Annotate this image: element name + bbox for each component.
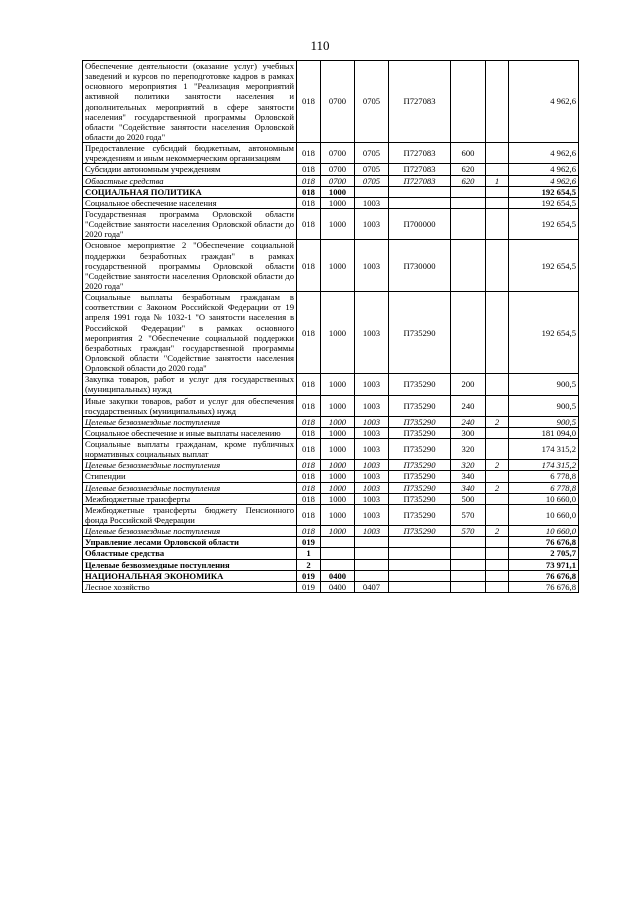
expense-type-cell: 620 xyxy=(451,164,486,175)
subsection-code-cell: 1003 xyxy=(355,427,389,438)
table-row xyxy=(83,482,579,493)
section-code-cell xyxy=(321,537,355,548)
amount-cell: 192 654,5 xyxy=(509,292,579,374)
section-code-cell: 0700 xyxy=(321,143,355,164)
target-article-cell xyxy=(389,570,451,581)
expense-type-cell: 600 xyxy=(451,143,486,164)
section-code-cell: 1000 xyxy=(321,427,355,438)
expense-type-cell: 320 xyxy=(451,460,486,471)
row-name-cell: Социальное обеспечение населения xyxy=(83,197,297,208)
admin-code-cell: 018 xyxy=(297,143,321,164)
funding-source-cell xyxy=(486,570,509,581)
amount-cell: 2 705,7 xyxy=(509,548,579,559)
table-row xyxy=(83,416,579,427)
expense-type-cell: 320 xyxy=(451,439,486,460)
amount-cell: 4 962,6 xyxy=(509,143,579,164)
row-name-cell: Обеспечение деятельности (оказание услуг) учебных заведений и курсов по переподготовке кадров в рамках основного мероприятия 1 "Реализация мероприятий активной политики занятости населения и дополнительных мероприятий в сфере занятости населения" государственной программы Орловской области "Содействие занятости населения Орловской области до 2020 года" xyxy=(83,61,297,143)
target-article-cell: П727083 xyxy=(389,143,451,164)
table-row xyxy=(83,471,579,482)
subsection-code-cell: 1003 xyxy=(355,482,389,493)
table-row xyxy=(83,439,579,460)
subsection-code-cell: 0705 xyxy=(355,143,389,164)
section-code-cell: 0400 xyxy=(321,581,355,592)
expense-type-cell xyxy=(451,208,486,239)
row-name-cell: Государственная программа Орловской области "Содействие занятости населения Орловской области до 2020 года" xyxy=(83,208,297,239)
amount-cell: 73 971,1 xyxy=(509,559,579,570)
section-code-cell: 0700 xyxy=(321,61,355,143)
admin-code-cell: 018 xyxy=(297,471,321,482)
expense-type-cell xyxy=(451,240,486,292)
table-row xyxy=(83,143,579,164)
target-article-cell xyxy=(389,559,451,570)
target-article-cell: П735290 xyxy=(389,292,451,374)
section-code-cell xyxy=(321,559,355,570)
subsection-code-cell: 1003 xyxy=(355,374,389,395)
admin-code-cell: 018 xyxy=(297,460,321,471)
table-row xyxy=(83,460,579,471)
section-code-cell: 1000 xyxy=(321,374,355,395)
section-code-cell: 1000 xyxy=(321,240,355,292)
expense-type-cell xyxy=(451,537,486,548)
table-row xyxy=(83,164,579,175)
expense-type-cell: 570 xyxy=(451,504,486,525)
target-article-cell: П700000 xyxy=(389,208,451,239)
target-article-cell xyxy=(389,197,451,208)
section-code-cell: 1000 xyxy=(321,186,355,197)
row-name-cell: Межбюджетные трансферты бюджету Пенсионного фонда Российской Федерации xyxy=(83,504,297,525)
table-row xyxy=(83,493,579,504)
target-article-cell: П735290 xyxy=(389,482,451,493)
section-code-cell: 1000 xyxy=(321,439,355,460)
subsection-code-cell: 1003 xyxy=(355,460,389,471)
funding-source-cell xyxy=(486,374,509,395)
expense-type-cell: 240 xyxy=(451,395,486,416)
amount-cell: 174 315,2 xyxy=(509,460,579,471)
section-code-cell: 1000 xyxy=(321,460,355,471)
target-article-cell: П727083 xyxy=(389,61,451,143)
expense-type-cell xyxy=(451,186,486,197)
amount-cell: 6 778,8 xyxy=(509,471,579,482)
funding-source-cell: 2 xyxy=(486,526,509,537)
funding-source-cell xyxy=(486,581,509,592)
amount-cell: 76 676,8 xyxy=(509,570,579,581)
funding-source-cell xyxy=(486,504,509,525)
admin-code-cell: 019 xyxy=(297,581,321,592)
expense-type-cell: 340 xyxy=(451,482,486,493)
subsection-code-cell: 1003 xyxy=(355,504,389,525)
table-row xyxy=(83,208,579,239)
row-name-cell: Управление лесами Орловской области xyxy=(83,537,297,548)
expense-type-cell: 240 xyxy=(451,416,486,427)
funding-source-cell xyxy=(486,537,509,548)
admin-code-cell: 018 xyxy=(297,504,321,525)
page-number: 110 xyxy=(310,38,330,53)
amount-cell: 4 962,6 xyxy=(509,61,579,143)
section-code-cell: 0400 xyxy=(321,570,355,581)
section-code-cell xyxy=(321,548,355,559)
admin-code-cell: 2 xyxy=(297,559,321,570)
section-code-cell: 1000 xyxy=(321,416,355,427)
expense-type-cell xyxy=(451,548,486,559)
funding-source-cell xyxy=(486,143,509,164)
admin-code-cell: 018 xyxy=(297,197,321,208)
subsection-code-cell xyxy=(355,548,389,559)
table-row xyxy=(83,570,579,581)
target-article-cell xyxy=(389,548,451,559)
funding-source-cell xyxy=(486,164,509,175)
row-name-cell: Целевые безвозмездные поступления xyxy=(83,482,297,493)
row-name-cell: Целевые безвозмездные поступления xyxy=(83,559,297,570)
admin-code-cell: 019 xyxy=(297,537,321,548)
table-row xyxy=(83,374,579,395)
funding-source-cell xyxy=(486,493,509,504)
section-code-cell: 1000 xyxy=(321,526,355,537)
amount-cell: 10 660,0 xyxy=(509,526,579,537)
table-row xyxy=(83,504,579,525)
table-row xyxy=(83,537,579,548)
funding-source-cell xyxy=(486,197,509,208)
row-name-cell: Иные закупки товаров, работ и услуг для обеспечения государственных (муниципальных) нужд xyxy=(83,395,297,416)
subsection-code-cell: 1003 xyxy=(355,526,389,537)
subsection-code-cell: 1003 xyxy=(355,439,389,460)
admin-code-cell: 018 xyxy=(297,493,321,504)
row-name-cell: СОЦИАЛЬНАЯ ПОЛИТИКА xyxy=(83,186,297,197)
amount-cell: 192 654,5 xyxy=(509,186,579,197)
row-name-cell: Целевые безвозмездные поступления xyxy=(83,416,297,427)
funding-source-cell xyxy=(486,240,509,292)
target-article-cell: П735290 xyxy=(389,427,451,438)
row-name-cell: Целевые безвозмездные поступления xyxy=(83,526,297,537)
amount-cell: 76 676,8 xyxy=(509,537,579,548)
funding-source-cell xyxy=(486,61,509,143)
subsection-code-cell xyxy=(355,186,389,197)
row-name-cell: Лесное хозяйство xyxy=(83,581,297,592)
table-row xyxy=(83,581,579,592)
expense-type-cell xyxy=(451,197,486,208)
admin-code-cell: 1 xyxy=(297,548,321,559)
admin-code-cell: 018 xyxy=(297,482,321,493)
target-article-cell: П735290 xyxy=(389,493,451,504)
expense-type-cell xyxy=(451,559,486,570)
amount-cell: 4 962,6 xyxy=(509,164,579,175)
target-article-cell xyxy=(389,581,451,592)
amount-cell: 6 778,8 xyxy=(509,482,579,493)
admin-code-cell: 018 xyxy=(297,186,321,197)
amount-cell: 900,5 xyxy=(509,395,579,416)
row-name-cell: Закупка товаров, работ и услуг для государственных (муниципальных) нужд xyxy=(83,374,297,395)
amount-cell: 10 660,0 xyxy=(509,504,579,525)
admin-code-cell: 018 xyxy=(297,175,321,186)
table-row xyxy=(83,175,579,186)
amount-cell: 4 962,6 xyxy=(509,175,579,186)
row-name-cell: Областные средства xyxy=(83,548,297,559)
table-row xyxy=(83,292,579,374)
amount-cell: 174 315,2 xyxy=(509,439,579,460)
admin-code-cell: 018 xyxy=(297,374,321,395)
funding-source-cell: 2 xyxy=(486,416,509,427)
funding-source-cell xyxy=(486,292,509,374)
subsection-code-cell xyxy=(355,570,389,581)
row-name-cell: Областные средства xyxy=(83,175,297,186)
expense-type-cell: 200 xyxy=(451,374,486,395)
subsection-code-cell: 0705 xyxy=(355,61,389,143)
target-article-cell: П735290 xyxy=(389,374,451,395)
row-name-cell: Социальное обеспечение и иные выплаты населению xyxy=(83,427,297,438)
section-code-cell: 1000 xyxy=(321,504,355,525)
subsection-code-cell: 0407 xyxy=(355,581,389,592)
subsection-code-cell: 1003 xyxy=(355,292,389,374)
section-code-cell: 1000 xyxy=(321,197,355,208)
subsection-code-cell: 1003 xyxy=(355,471,389,482)
amount-cell: 192 654,5 xyxy=(509,208,579,239)
table-row xyxy=(83,559,579,570)
section-code-cell: 1000 xyxy=(321,292,355,374)
expense-type-cell xyxy=(451,570,486,581)
admin-code-cell: 018 xyxy=(297,439,321,460)
section-code-cell: 1000 xyxy=(321,395,355,416)
row-name-cell: Социальные выплаты гражданам, кроме публичных нормативных социальных выплат xyxy=(83,439,297,460)
target-article-cell: П735290 xyxy=(389,439,451,460)
section-code-cell: 0700 xyxy=(321,164,355,175)
row-name-cell: Межбюджетные трансферты xyxy=(83,493,297,504)
admin-code-cell: 018 xyxy=(297,416,321,427)
table-row xyxy=(83,197,579,208)
funding-source-cell xyxy=(486,395,509,416)
table-row xyxy=(83,240,579,292)
section-code-cell: 1000 xyxy=(321,471,355,482)
target-article-cell: П735290 xyxy=(389,504,451,525)
expense-type-cell xyxy=(451,581,486,592)
subsection-code-cell: 0705 xyxy=(355,164,389,175)
amount-cell: 10 660,0 xyxy=(509,493,579,504)
row-name-cell: Предоставление субсидий бюджетным, автономным учреждениям и иным некоммерческим организациям xyxy=(83,143,297,164)
amount-cell: 76 676,8 xyxy=(509,581,579,592)
table-row xyxy=(83,526,579,537)
funding-source-cell xyxy=(486,548,509,559)
expense-type-cell xyxy=(451,61,486,143)
table-row xyxy=(83,548,579,559)
subsection-code-cell xyxy=(355,537,389,548)
admin-code-cell: 019 xyxy=(297,570,321,581)
expense-type-cell: 620 xyxy=(451,175,486,186)
admin-code-cell: 018 xyxy=(297,427,321,438)
amount-cell: 192 654,5 xyxy=(509,197,579,208)
subsection-code-cell: 1003 xyxy=(355,416,389,427)
expense-type-cell xyxy=(451,292,486,374)
admin-code-cell: 018 xyxy=(297,395,321,416)
table-row xyxy=(83,186,579,197)
expense-type-cell: 570 xyxy=(451,526,486,537)
row-name-cell: Стипендии xyxy=(83,471,297,482)
row-name-cell: Субсидии автономным учреждениям xyxy=(83,164,297,175)
subsection-code-cell: 1003 xyxy=(355,208,389,239)
subsection-code-cell: 1003 xyxy=(355,493,389,504)
table-row xyxy=(83,61,579,143)
target-article-cell: П735290 xyxy=(389,460,451,471)
expense-type-cell: 300 xyxy=(451,427,486,438)
funding-source-cell xyxy=(486,559,509,570)
subsection-code-cell xyxy=(355,559,389,570)
target-article-cell: П727083 xyxy=(389,175,451,186)
amount-cell: 900,5 xyxy=(509,374,579,395)
subsection-code-cell: 1003 xyxy=(355,395,389,416)
row-name-cell: НАЦИОНАЛЬНАЯ ЭКОНОМИКА xyxy=(83,570,297,581)
amount-cell: 181 094,0 xyxy=(509,427,579,438)
subsection-code-cell: 1003 xyxy=(355,197,389,208)
amount-cell: 900,5 xyxy=(509,416,579,427)
target-article-cell: П727083 xyxy=(389,164,451,175)
section-code-cell: 1000 xyxy=(321,208,355,239)
funding-source-cell xyxy=(486,208,509,239)
target-article-cell xyxy=(389,537,451,548)
funding-source-cell: 2 xyxy=(486,482,509,493)
admin-code-cell: 018 xyxy=(297,240,321,292)
expense-type-cell: 340 xyxy=(451,471,486,482)
target-article-cell: П735290 xyxy=(389,416,451,427)
target-article-cell: П735290 xyxy=(389,526,451,537)
subsection-code-cell: 1003 xyxy=(355,240,389,292)
amount-cell: 192 654,5 xyxy=(509,240,579,292)
admin-code-cell: 018 xyxy=(297,61,321,143)
row-name-cell: Целевые безвозмездные поступления xyxy=(83,460,297,471)
subsection-code-cell: 0705 xyxy=(355,175,389,186)
admin-code-cell: 018 xyxy=(297,208,321,239)
target-article-cell: П735290 xyxy=(389,395,451,416)
target-article-cell xyxy=(389,186,451,197)
funding-source-cell xyxy=(486,439,509,460)
section-code-cell: 0700 xyxy=(321,175,355,186)
admin-code-cell: 018 xyxy=(297,292,321,374)
funding-source-cell xyxy=(486,471,509,482)
section-code-cell: 1000 xyxy=(321,493,355,504)
funding-source-cell: 1 xyxy=(486,175,509,186)
row-name-cell: Основное мероприятие 2 "Обеспечение социальной поддержки безработных граждан" в рамках государственной программы Орловской области "Содействие занятости населения Орловской области до 2020 года" xyxy=(83,240,297,292)
target-article-cell: П730000 xyxy=(389,240,451,292)
table-row xyxy=(83,395,579,416)
row-name-cell: Социальные выплаты безработным гражданам в соответствии с Законом Российской Федерации от 19 апреля 1991 года № 1032-1 "О занятости населения в Российской Федерации" в рамках основного мероприятия 2 "Обеспечение социальной поддержки безработных граждан" государственной программы Орловской области "Содействие занятости населения Орловской области до 2020 года" xyxy=(83,292,297,374)
funding-source-cell xyxy=(486,186,509,197)
funding-source-cell xyxy=(486,427,509,438)
admin-code-cell: 018 xyxy=(297,526,321,537)
table-row xyxy=(83,427,579,438)
admin-code-cell: 018 xyxy=(297,164,321,175)
funding-source-cell: 2 xyxy=(486,460,509,471)
target-article-cell: П735290 xyxy=(389,471,451,482)
expense-type-cell: 500 xyxy=(451,493,486,504)
budget-table-body xyxy=(83,61,579,593)
section-code-cell: 1000 xyxy=(321,482,355,493)
budget-table xyxy=(82,60,579,593)
